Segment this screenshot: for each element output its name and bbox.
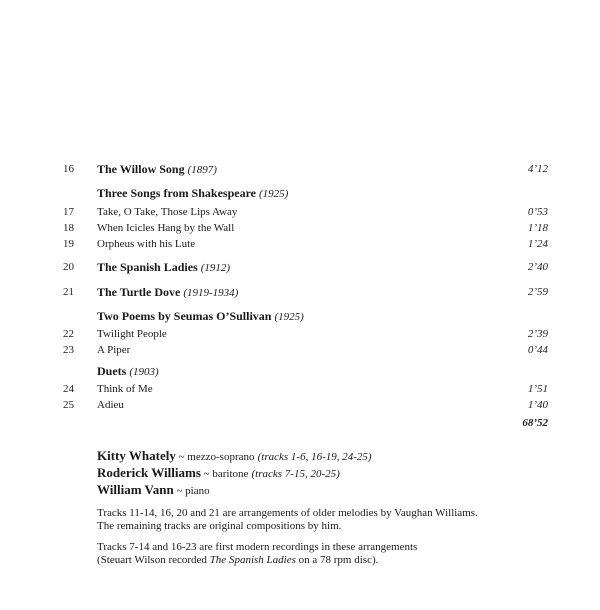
track-number: 22 <box>63 328 74 340</box>
track-number: 24 <box>63 383 74 395</box>
group-heading <box>0 307 600 325</box>
total-time: 68’52 <box>522 417 548 429</box>
group-year: (1903) <box>129 366 159 378</box>
track-title: When Icicles Hang by the Wall <box>97 222 235 234</box>
track-number: 18 <box>63 222 74 234</box>
group-year: (1925) <box>274 311 304 323</box>
track-number: 17 <box>63 206 74 218</box>
artist-tracks: (tracks 1-6, 16-19, 24-25) <box>257 451 372 463</box>
group-heading <box>0 184 600 202</box>
track-duration: 0’44 <box>527 344 548 356</box>
track-number: 19 <box>63 238 74 250</box>
artist-tracks: (tracks 7-15, 20-25) <box>251 468 340 480</box>
track-year: (1897) <box>187 164 217 176</box>
total-row <box>0 414 600 432</box>
track-duration: 0’53 <box>527 206 548 218</box>
group-title: Two Poems by Seumas O’Sullivan (1925) <box>97 309 304 323</box>
track-title: Think of Me <box>97 383 153 395</box>
track-year: (1919-1934) <box>183 287 239 299</box>
track-duration: 2’59 <box>527 286 548 298</box>
track-duration: 1’40 <box>527 399 548 411</box>
track-title: Twilight People <box>97 328 167 340</box>
track-duration: 2’39 <box>527 328 548 340</box>
track-number: 25 <box>63 399 74 411</box>
track-duration: 1’18 <box>527 222 548 234</box>
track-number: 21 <box>63 286 74 298</box>
artist-name: Roderick Williams <box>97 465 201 480</box>
group-title: Three Songs from Shakespeare (1925) <box>97 186 289 200</box>
track-row <box>0 396 600 414</box>
artist-role: piano <box>185 485 210 497</box>
artist-credit: Kitty Whately ~ mezzo-soprano (tracks 1-6, 16-19, 24-25) <box>97 448 372 463</box>
track-row <box>0 235 600 253</box>
track-title: The Spanish Ladies (1912) <box>97 260 231 274</box>
artist-credit: Roderick Williams ~ baritone (tracks 7-15, 20-25) <box>97 465 340 480</box>
track-row <box>0 341 600 359</box>
artist-name: Kitty Whately <box>97 448 176 463</box>
recording-note: Tracks 7-14 and 16-23 are first modern recordings in these arrangements (Steuart Wilson recorded The Spanish Ladies on a 78 rpm disc). <box>97 541 418 566</box>
credits-block <box>97 448 557 567</box>
track-year: (1912) <box>200 262 231 274</box>
group-heading <box>0 362 600 380</box>
track-row <box>0 160 600 178</box>
track-title: The Willow Song (1897) <box>97 162 217 176</box>
artist-credit: William Vann ~ piano <box>97 482 210 497</box>
group-title: Duets (1903) <box>97 364 159 378</box>
track-title: A Piper <box>97 344 131 356</box>
track-duration: 1’24 <box>527 238 548 250</box>
track-duration: 2’40 <box>527 261 548 273</box>
track-duration: 4’12 <box>527 163 548 175</box>
track-number: 23 <box>63 344 74 356</box>
track-title: Orpheus with his Lute <box>97 238 196 250</box>
track-title: The Turtle Dove (1919-1934) <box>97 285 239 299</box>
track-row <box>0 258 600 276</box>
artist-role: baritone <box>212 468 249 480</box>
arrangement-note: Tracks 11-14, 16, 20 and 21 are arrangements of older melodies by Vaughan Williams. The remaining tracks are original compositions by him. <box>97 507 478 532</box>
track-number: 20 <box>63 261 74 273</box>
track-row <box>0 283 600 301</box>
track-title: Adieu <box>97 399 124 411</box>
track-number: 16 <box>63 163 74 175</box>
track-title: Take, O Take, Those Lips Away <box>97 206 238 218</box>
track-duration: 1’51 <box>527 383 548 395</box>
group-year: (1925) <box>259 188 289 200</box>
artist-name: William Vann <box>97 482 174 497</box>
artist-role: mezzo-soprano <box>187 451 255 463</box>
